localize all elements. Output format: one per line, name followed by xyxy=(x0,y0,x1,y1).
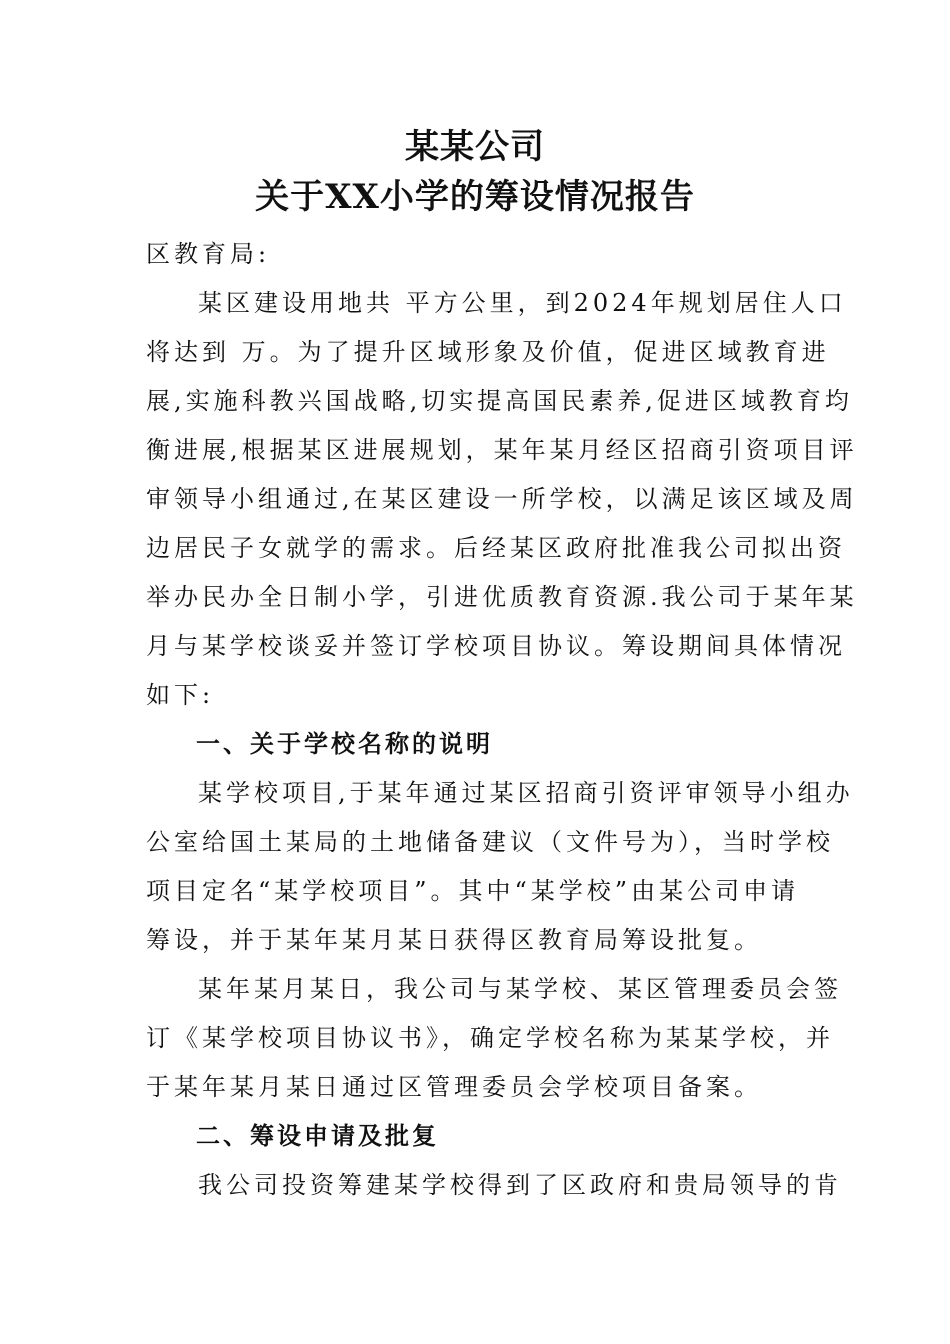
text-line: 月与某学校谈妥并签订学校项目协议。筹设期间具体情况 xyxy=(146,632,846,660)
text-line: 筹设，并于某年某月某日获得区教育局筹设批复。 xyxy=(146,926,762,954)
text-line: 项目定名“某学校项目”。其中“某学校”由某公司申请 xyxy=(146,877,800,905)
document-body xyxy=(146,230,858,1210)
salutation: 区教育局: xyxy=(146,240,271,268)
text-line: 某区建设用地共 平方公里，到2024年规划居住人口 xyxy=(198,289,847,317)
paragraph-intro xyxy=(146,279,858,720)
paragraph-agreement xyxy=(146,965,842,1112)
text-line: 展,实施科教兴国战略,切实提高国民素养,促进区域教育均 xyxy=(146,387,853,415)
text-line: 某学校项目,于某年通过某区招商引资评审领导小组办 xyxy=(198,779,854,807)
text-line: 审领导小组通过,在某区建设一所学校，以满足该区域及周 xyxy=(146,485,858,513)
paragraph-application xyxy=(146,1161,842,1210)
title-report: 关于XX小学的筹设情况报告 xyxy=(255,177,695,217)
section-heading-school-name: 一、关于学校名称的说明 xyxy=(196,730,493,758)
text-line: 于某年某月某日通过区管理委员会学校项目备案。 xyxy=(146,1073,762,1101)
text-line: 举办民办全日制小学，引进优质教育资源.我公司于某年某 xyxy=(146,583,858,611)
text-line: 公室给国土某局的土地储备建议（文件号为），当时学校 xyxy=(146,828,834,856)
paragraph-school-name xyxy=(146,769,854,965)
text-line: 某年某月某日，我公司与某学校、某区管理委员会签 xyxy=(198,975,842,1003)
text-line: 衡进展,根据某区进展规划，某年某月经区招商引资项目评 xyxy=(146,436,858,464)
text-line: 订《某学校项目协议书》，确定学校名称为某某学校，并 xyxy=(146,1024,834,1052)
text-line: 将达到 万。为了提升区域形象及价值，促进区域教育进 xyxy=(146,338,830,366)
document-title xyxy=(0,122,950,222)
title-company: 某某公司 xyxy=(405,127,545,167)
text-line: 我公司投资筹建某学校得到了区政府和贵局领导的肯 xyxy=(198,1171,842,1199)
section-heading-application: 二、筹设申请及批复 xyxy=(196,1122,439,1150)
text-line: 如下: xyxy=(146,681,215,709)
text-line: 边居民子女就学的需求。后经某区政府批准我公司拟出资 xyxy=(146,534,846,562)
